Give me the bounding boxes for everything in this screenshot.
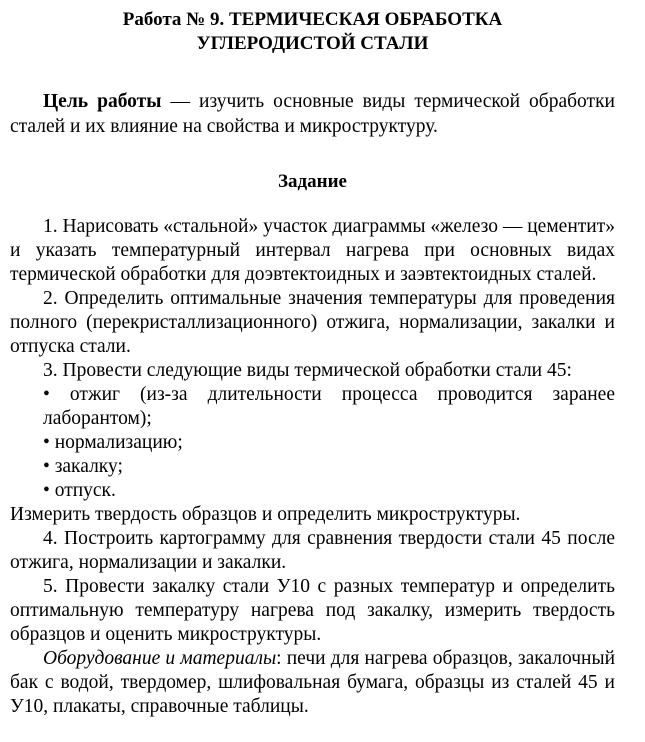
task-bullet-quenching: • закалку; xyxy=(43,456,123,477)
document-title xyxy=(10,8,615,56)
title-line-2: УГЛЕРОДИСТОЙ СТАЛИ xyxy=(196,33,429,54)
task-bullet-tempering: • отпуск. xyxy=(43,480,116,501)
equipment-text: : печи для нагрева образцов, закалочный бак с водой, твердомер, шлифовальная бумага, образцы из сталей 45 и У10, плакаты, справочные таблицы. xyxy=(10,648,616,717)
task-item-3-note: Измерить твердость образцов и определить микроструктуры. xyxy=(10,504,521,525)
goal-text: — изучить основные виды термической обработки сталей и их влияние на свойства и микроструктуру. xyxy=(10,91,615,137)
task-item-3: 3. Провести следующие виды термической обработки стали 45: xyxy=(43,360,572,381)
goal-label: Цель работы xyxy=(43,91,162,112)
task-item-2: 2. Определить оптимальные значения температуры для проведения полного (перекристаллизационного) отжига, нормализации, закалки и отпуска стали. xyxy=(10,288,615,357)
task-item-1: 1. Нарисовать «стальной» участок диаграммы «железо — цементит» и указать температурный интервал нагрева при основных видах термической обработки для доэвтектоидных и заэвтектоидных сталей. xyxy=(10,216,615,285)
equipment-label: Оборудование и материалы xyxy=(43,648,277,669)
title-line-1: Работа № 9. ТЕРМИЧЕСКАЯ ОБРАБОТКА xyxy=(122,9,503,30)
task-list xyxy=(10,215,615,719)
goal-paragraph xyxy=(10,89,615,139)
document-page xyxy=(10,8,615,719)
task-bullet-annealing: • отжиг (из-за длительности процесса проводится заранее лаборантом); xyxy=(43,384,615,429)
task-heading: Задание xyxy=(278,171,347,192)
task-bullet-normalizing: • нормализацию; xyxy=(43,432,183,453)
task-item-4: 4. Построить картограмму для сравнения твердости стали 45 после отжига, нормализации и закалки. xyxy=(10,528,615,573)
task-item-5: 5. Провести закалку стали У10 с разных температур и определить оптимальную температуру нагрева под закалку, измерить твердость образцов и оценить микроструктуры. xyxy=(10,576,615,645)
equipment-paragraph xyxy=(10,647,615,719)
